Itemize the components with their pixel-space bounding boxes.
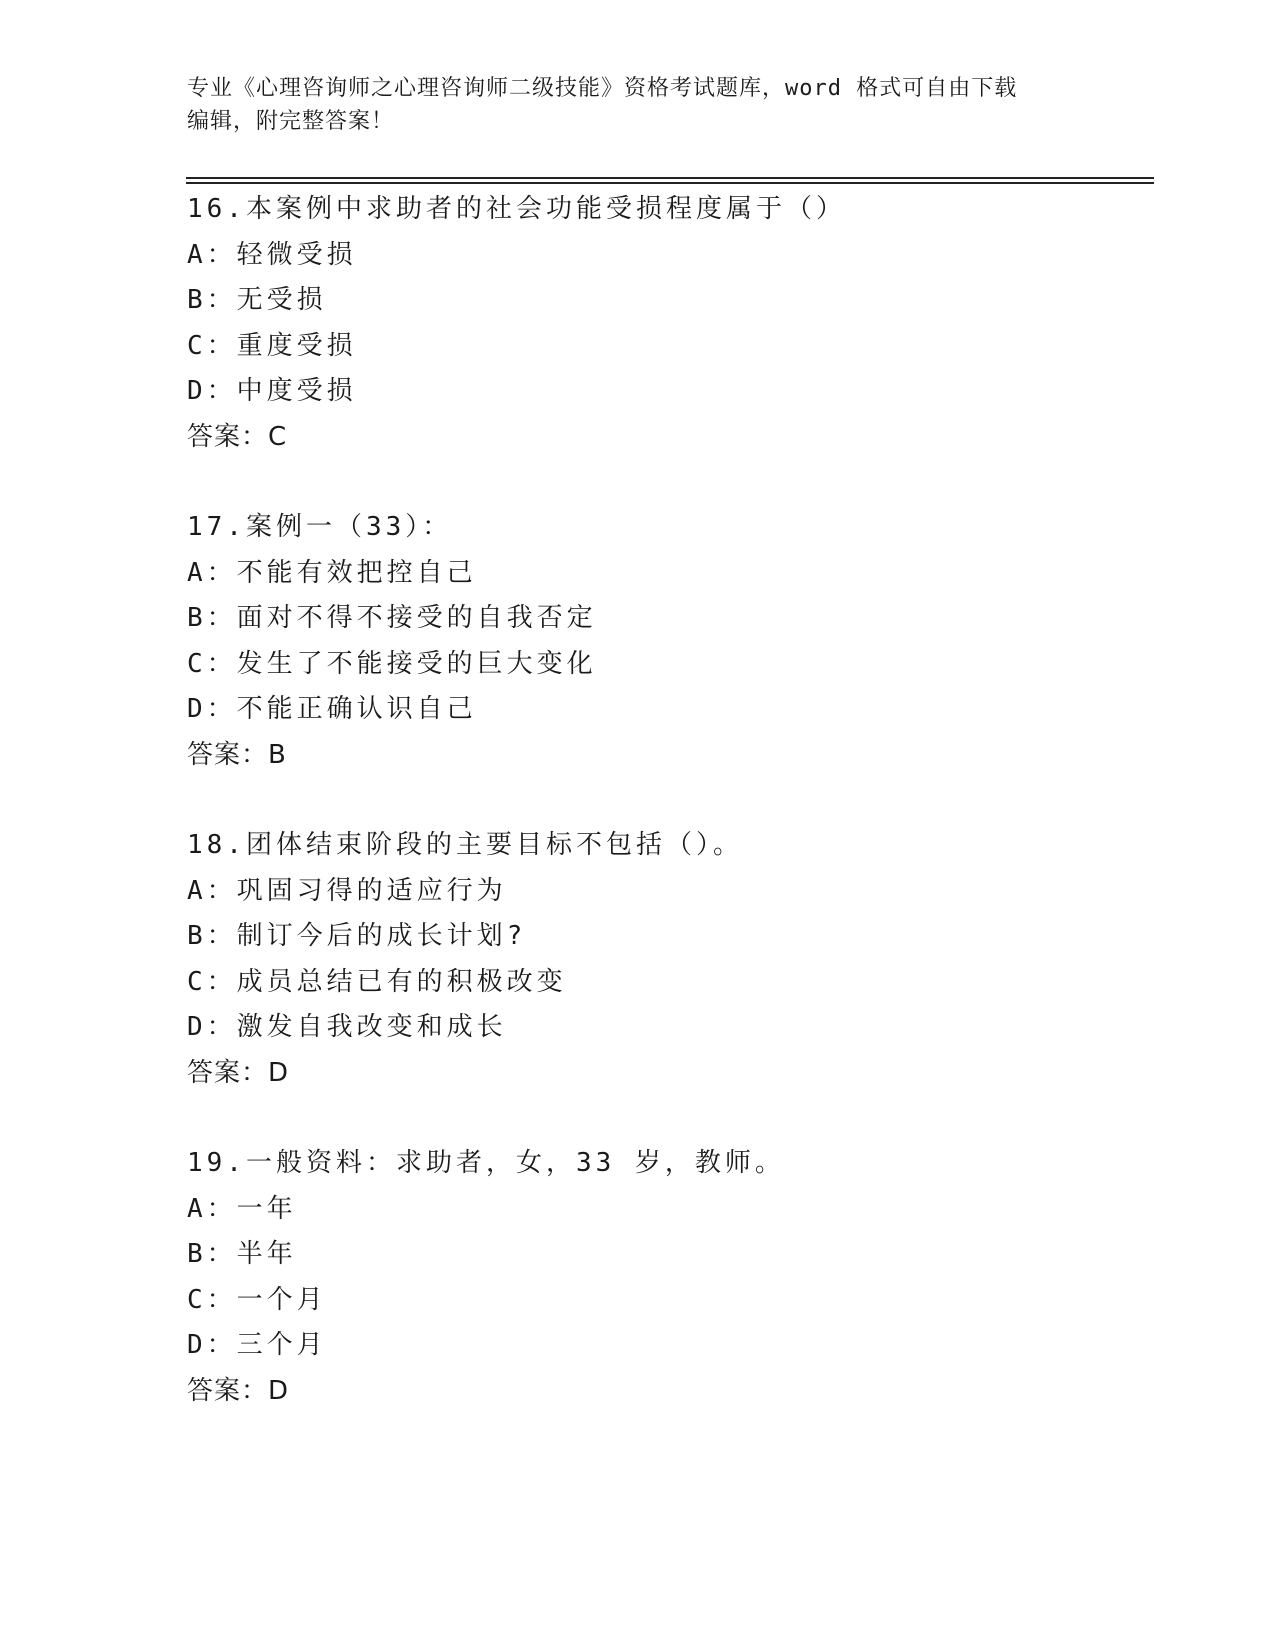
- option-d: D：不能正确认识自己: [187, 694, 477, 724]
- option-b: B：无受损: [187, 285, 327, 315]
- option-d: D：激发自我改变和成长: [187, 1012, 507, 1042]
- option-a: A：轻微受损: [187, 239, 357, 270]
- question-stem: 16.本案例中求助者的社会功能受损程度属于（）: [187, 194, 846, 224]
- question-stem: 19.一般资料：求助者，女，33 岁，教师。: [187, 1148, 785, 1178]
- option-a: A：一年: [187, 1193, 297, 1224]
- answer-line: 答案：D: [187, 1375, 290, 1406]
- option-b: B：制订今后的成长计划?: [187, 921, 527, 951]
- header-line-2: 编辑，附完整答案！: [187, 109, 395, 134]
- option-c: C：成员总结已有的积极改变: [187, 966, 567, 997]
- option-b: B：面对不得不接受的自我否定: [187, 603, 597, 633]
- option-d: D：三个月: [187, 1330, 327, 1360]
- question-19: [187, 1141, 1167, 1414]
- option-b: B：半年: [187, 1239, 297, 1269]
- option-a: A：不能有效把控自己: [187, 557, 477, 588]
- option-c: C：重度受损: [187, 330, 357, 361]
- answer-line: 答案：B: [187, 739, 287, 770]
- header-divider-bottom: [186, 182, 1154, 184]
- question-stem: 18.团体结束阶段的主要目标不包括（）。: [187, 830, 743, 860]
- question-18: [187, 823, 1167, 1096]
- answer-line: 答案：D: [187, 1057, 290, 1088]
- question-17: [187, 505, 1167, 778]
- question-16: [187, 187, 1167, 460]
- option-c: C：发生了不能接受的巨大变化: [187, 648, 597, 679]
- document-header: [187, 72, 1087, 138]
- option-c: C：一个月: [187, 1284, 327, 1315]
- option-d: D：中度受损: [187, 376, 357, 406]
- answer-line: 答案：C: [187, 421, 288, 452]
- question-stem: 17.案例一（33）：: [187, 512, 453, 542]
- option-a: A：巩固习得的适应行为: [187, 875, 507, 906]
- header-divider-top: [186, 177, 1154, 179]
- header-line-1: 专业《心理咨询师之心理咨询师二级技能》资格考试题库，word 格式可自由下载: [187, 76, 1018, 101]
